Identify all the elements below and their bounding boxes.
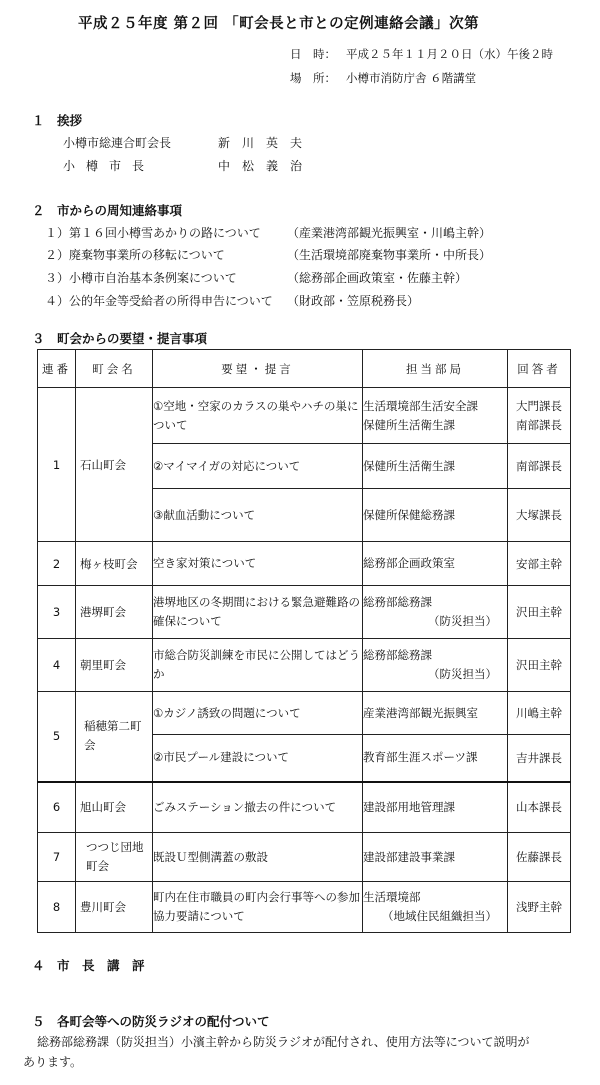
dept-text: 教育部生涯スポーツ課: [363, 735, 508, 782]
notice-dept: （生活環境部廃棄物事業所・中所長）: [287, 248, 492, 262]
dept-note: （地域住民組織担当）: [382, 909, 497, 923]
responder: 浅野主幹: [508, 882, 571, 933]
row-number: 2: [38, 542, 76, 586]
row-number: 3: [38, 586, 76, 639]
responder: 沢田主幹: [508, 639, 571, 692]
request-text: 町内在住市職員の町内会行事等への参加協力要請について: [153, 882, 363, 933]
dept-cell: [363, 639, 508, 692]
table-row: [38, 542, 571, 586]
dept-cell: [363, 586, 508, 639]
section-2-heading: ２ 市からの周知連絡事項: [32, 203, 183, 218]
column-header: 担当部局: [363, 350, 508, 388]
dept-text: 保健所生活衛生課: [363, 444, 508, 489]
column-header: 要望・提言: [153, 350, 363, 388]
responder: 大門課長 南部課長: [508, 388, 571, 444]
dept-text: 生活環境部生活安全課 保健所生活衛生課: [363, 388, 508, 444]
section-5-heading: ５ 各町会等への防災ラジオの配付ついて: [32, 1014, 270, 1029]
town-name: 稲穂第二町会: [76, 692, 153, 782]
meeting-datetime: 平成２５年１１月２０日（水）午後２時: [346, 47, 553, 61]
notice-dept: （財政部・笠原税務長）: [287, 294, 420, 308]
request-text: ①カジノ誘致の問題について: [153, 692, 363, 735]
meeting-datetime-label: 日 時：: [290, 47, 336, 61]
section-5-body-line: あります。: [23, 1055, 83, 1069]
meeting-place-label: 場 所：: [290, 71, 336, 85]
notice-item: ２）廃棄物事業所の移転について: [45, 248, 225, 262]
request-text: 港堺地区の冬期間における緊急避難路の確保について: [153, 586, 363, 639]
section-4-heading: ４ 市 長 講 評: [32, 958, 145, 973]
row-number: 4: [38, 639, 76, 692]
town-name: 港堺町会: [76, 586, 153, 639]
responder: 大塚課長: [508, 489, 571, 542]
row-number: 5: [38, 692, 76, 782]
request-text: ②マイマイガの対応について: [153, 444, 363, 489]
row-number: 8: [38, 882, 76, 933]
greeting-name: 新 川 英 夫: [218, 136, 303, 150]
row-number: 1: [38, 388, 76, 542]
section-1-heading: １ 挨拶: [32, 113, 83, 128]
responder: 安部主幹: [508, 542, 571, 586]
table-row: [38, 782, 571, 833]
section-5-body-line: 総務部総務課（防災担当）小濱主幹から防災ラジオが配付され、使用方法等について説明が: [37, 1035, 530, 1049]
responder: 沢田主幹: [508, 586, 571, 639]
town-name: つつじ団地町会: [76, 833, 153, 882]
greeting-role: 小樽市総連合町会長: [63, 136, 172, 150]
table-row: [38, 586, 571, 639]
dept-text: 総務部総務課: [363, 595, 432, 609]
table-row: [38, 388, 571, 444]
table-row: [38, 692, 571, 735]
column-header: 連番: [38, 350, 76, 388]
meeting-place: 小樽市消防庁舎 ６階講堂: [346, 71, 477, 85]
table-header-row: [38, 350, 571, 388]
dept-text: 生活環境部: [363, 890, 421, 904]
table-row: [38, 882, 571, 933]
dept-text: 保健所保健総務課: [363, 489, 508, 542]
notice-item: ４）公的年金等受給者の所得申告について: [45, 294, 273, 308]
table-row: [38, 833, 571, 882]
request-text: 市総合防災訓練を市民に公開してはどうか: [153, 639, 363, 692]
dept-text: 総務部総務課: [363, 648, 432, 662]
request-text: ②市民プール建設について: [153, 735, 363, 782]
notice-item: １）第１６回小樽雪あかりの路について: [45, 226, 261, 240]
row-number: 7: [38, 833, 76, 882]
town-name: 旭山町会: [76, 782, 153, 833]
table-row: [38, 639, 571, 692]
dept-text: 建設部用地管理課: [363, 782, 508, 833]
request-table: [37, 349, 571, 933]
greeting-role: 小樽市長: [63, 159, 156, 173]
row-number: 6: [38, 782, 76, 833]
responder: 川嶋主幹: [508, 692, 571, 735]
page-title: 平成２５年度 第２回 「町会長と市との定例連絡会議」次第: [78, 16, 480, 32]
column-header: 町会名: [76, 350, 153, 388]
request-text: ごみステーション撤去の件について: [153, 782, 363, 833]
responder: 南部課長: [508, 444, 571, 489]
dept-text: 総務部企画政策室: [363, 542, 508, 586]
section-3-heading: ３ 町会からの要望・提言事項: [32, 331, 208, 346]
responder: 吉井課長: [508, 735, 571, 782]
request-text: 空き家対策について: [153, 542, 363, 586]
dept-note: （防災担当）: [428, 614, 497, 628]
greeting-name: 中 松 義 治: [218, 159, 303, 173]
dept-cell: [363, 882, 508, 933]
notice-dept: （総務部企画政策室・佐藤主幹）: [287, 271, 468, 285]
request-text: 既設Ｕ型側溝蓋の敷設: [153, 833, 363, 882]
dept-note: （防災担当）: [428, 667, 497, 681]
dept-text: 建設部建設事業課: [363, 833, 508, 882]
town-name: 石山町会: [76, 388, 153, 542]
town-name: 朝里町会: [76, 639, 153, 692]
responder: 山本課長: [508, 782, 571, 833]
notice-item: ３）小樽市自治基本条例案について: [45, 271, 237, 285]
responder: 佐藤課長: [508, 833, 571, 882]
town-name: 梅ヶ枝町会: [76, 542, 153, 586]
notice-dept: （産業港湾部観光振興室・川嶋主幹）: [287, 226, 492, 240]
town-name: 豊川町会: [76, 882, 153, 933]
request-text: ③献血活動について: [153, 489, 363, 542]
request-text: ①空地・空家のカラスの巣やハチの巣について: [153, 388, 363, 444]
dept-text: 産業港湾部観光振興室: [363, 692, 508, 735]
column-header: 回答者: [508, 350, 571, 388]
